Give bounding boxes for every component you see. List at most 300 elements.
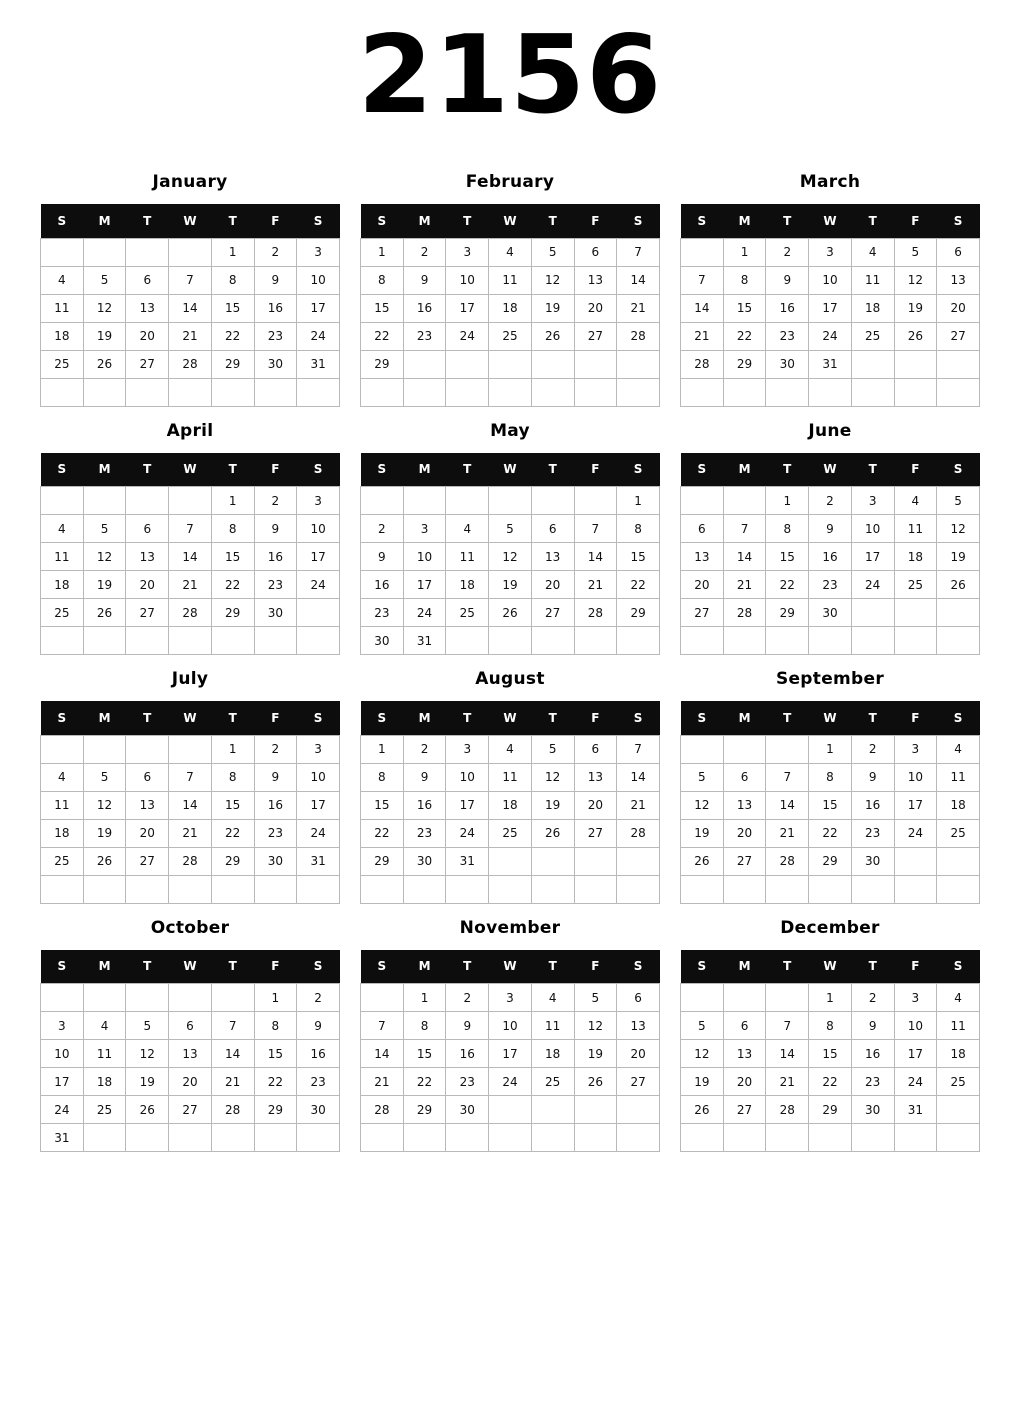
day-cell[interactable]: 9 xyxy=(766,266,809,294)
day-cell[interactable]: 24 xyxy=(403,599,446,627)
day-cell[interactable]: 30 xyxy=(254,599,297,627)
day-cell[interactable]: 13 xyxy=(531,543,574,571)
day-cell[interactable]: 14 xyxy=(169,294,212,322)
day-cell[interactable]: 8 xyxy=(211,266,254,294)
day-cell[interactable]: 3 xyxy=(403,515,446,543)
day-cell[interactable]: 17 xyxy=(809,294,852,322)
day-cell[interactable]: 5 xyxy=(937,487,980,515)
day-cell[interactable]: 11 xyxy=(41,543,84,571)
day-cell[interactable]: 12 xyxy=(83,294,126,322)
day-cell[interactable]: 28 xyxy=(361,1096,404,1124)
day-cell[interactable]: 27 xyxy=(169,1096,212,1124)
day-cell[interactable]: 17 xyxy=(41,1068,84,1096)
day-cell[interactable]: 15 xyxy=(809,1040,852,1068)
day-cell[interactable]: 17 xyxy=(894,1040,937,1068)
day-cell[interactable]: 18 xyxy=(41,819,84,847)
day-cell[interactable]: 26 xyxy=(574,1068,617,1096)
day-cell[interactable]: 5 xyxy=(531,735,574,763)
day-cell[interactable]: 22 xyxy=(766,571,809,599)
day-cell[interactable]: 8 xyxy=(361,266,404,294)
day-cell[interactable]: 12 xyxy=(937,515,980,543)
day-cell[interactable]: 19 xyxy=(681,819,724,847)
day-cell[interactable]: 20 xyxy=(617,1040,660,1068)
day-cell[interactable]: 14 xyxy=(766,791,809,819)
day-cell[interactable]: 9 xyxy=(446,1012,489,1040)
day-cell[interactable]: 4 xyxy=(83,1012,126,1040)
day-cell[interactable]: 10 xyxy=(297,763,340,791)
day-cell[interactable]: 22 xyxy=(361,322,404,350)
day-cell[interactable]: 1 xyxy=(617,487,660,515)
day-cell[interactable]: 16 xyxy=(254,543,297,571)
day-cell[interactable]: 17 xyxy=(489,1040,532,1068)
day-cell[interactable]: 22 xyxy=(211,571,254,599)
day-cell[interactable]: 19 xyxy=(531,294,574,322)
day-cell[interactable]: 24 xyxy=(809,322,852,350)
day-cell[interactable]: 27 xyxy=(723,1096,766,1124)
day-cell[interactable]: 9 xyxy=(809,515,852,543)
day-cell[interactable]: 18 xyxy=(446,571,489,599)
day-cell[interactable]: 12 xyxy=(531,763,574,791)
day-cell[interactable]: 26 xyxy=(531,819,574,847)
day-cell[interactable]: 6 xyxy=(723,1012,766,1040)
day-cell[interactable]: 16 xyxy=(446,1040,489,1068)
day-cell[interactable]: 19 xyxy=(894,294,937,322)
day-cell[interactable]: 7 xyxy=(211,1012,254,1040)
day-cell[interactable]: 1 xyxy=(211,238,254,266)
day-cell[interactable]: 2 xyxy=(403,238,446,266)
day-cell[interactable]: 18 xyxy=(531,1040,574,1068)
day-cell[interactable]: 7 xyxy=(574,515,617,543)
day-cell[interactable]: 8 xyxy=(766,515,809,543)
day-cell[interactable]: 2 xyxy=(403,735,446,763)
day-cell[interactable]: 26 xyxy=(681,1096,724,1124)
day-cell[interactable]: 31 xyxy=(894,1096,937,1124)
day-cell[interactable]: 22 xyxy=(211,322,254,350)
day-cell[interactable]: 22 xyxy=(617,571,660,599)
day-cell[interactable]: 17 xyxy=(403,571,446,599)
day-cell[interactable]: 6 xyxy=(617,984,660,1012)
day-cell[interactable]: 19 xyxy=(83,322,126,350)
day-cell[interactable]: 11 xyxy=(41,791,84,819)
day-cell[interactable]: 11 xyxy=(937,1012,980,1040)
day-cell[interactable]: 23 xyxy=(403,322,446,350)
day-cell[interactable]: 6 xyxy=(681,515,724,543)
day-cell[interactable]: 27 xyxy=(681,599,724,627)
day-cell[interactable]: 4 xyxy=(489,735,532,763)
day-cell[interactable]: 26 xyxy=(681,847,724,875)
day-cell[interactable]: 1 xyxy=(361,238,404,266)
day-cell[interactable]: 18 xyxy=(83,1068,126,1096)
day-cell[interactable]: 17 xyxy=(297,294,340,322)
day-cell[interactable]: 1 xyxy=(211,735,254,763)
day-cell[interactable]: 8 xyxy=(403,1012,446,1040)
day-cell[interactable]: 4 xyxy=(531,984,574,1012)
day-cell[interactable]: 6 xyxy=(574,735,617,763)
day-cell[interactable]: 13 xyxy=(723,1040,766,1068)
day-cell[interactable]: 19 xyxy=(574,1040,617,1068)
day-cell[interactable]: 9 xyxy=(254,515,297,543)
day-cell[interactable]: 27 xyxy=(723,847,766,875)
day-cell[interactable]: 15 xyxy=(617,543,660,571)
day-cell[interactable]: 30 xyxy=(254,350,297,378)
day-cell[interactable]: 2 xyxy=(361,515,404,543)
day-cell[interactable]: 18 xyxy=(937,1040,980,1068)
day-cell[interactable]: 11 xyxy=(83,1040,126,1068)
day-cell[interactable]: 12 xyxy=(489,543,532,571)
day-cell[interactable]: 29 xyxy=(211,350,254,378)
day-cell[interactable]: 14 xyxy=(681,294,724,322)
day-cell[interactable]: 16 xyxy=(403,791,446,819)
day-cell[interactable]: 19 xyxy=(681,1068,724,1096)
day-cell[interactable]: 22 xyxy=(254,1068,297,1096)
day-cell[interactable]: 4 xyxy=(851,238,894,266)
day-cell[interactable]: 21 xyxy=(169,322,212,350)
day-cell[interactable]: 7 xyxy=(766,1012,809,1040)
day-cell[interactable]: 18 xyxy=(41,322,84,350)
day-cell[interactable]: 4 xyxy=(446,515,489,543)
day-cell[interactable]: 23 xyxy=(403,819,446,847)
day-cell[interactable]: 1 xyxy=(361,735,404,763)
day-cell[interactable]: 31 xyxy=(403,627,446,655)
day-cell[interactable]: 23 xyxy=(297,1068,340,1096)
day-cell[interactable]: 17 xyxy=(851,543,894,571)
day-cell[interactable]: 23 xyxy=(254,819,297,847)
day-cell[interactable]: 16 xyxy=(361,571,404,599)
day-cell[interactable]: 3 xyxy=(297,238,340,266)
day-cell[interactable]: 12 xyxy=(83,543,126,571)
day-cell[interactable]: 9 xyxy=(361,543,404,571)
day-cell[interactable]: 23 xyxy=(446,1068,489,1096)
day-cell[interactable]: 31 xyxy=(809,350,852,378)
day-cell[interactable]: 10 xyxy=(809,266,852,294)
day-cell[interactable]: 6 xyxy=(126,763,169,791)
day-cell[interactable]: 26 xyxy=(83,350,126,378)
day-cell[interactable]: 15 xyxy=(211,791,254,819)
day-cell[interactable]: 18 xyxy=(489,791,532,819)
day-cell[interactable]: 23 xyxy=(254,322,297,350)
day-cell[interactable]: 7 xyxy=(169,763,212,791)
day-cell[interactable]: 22 xyxy=(809,1068,852,1096)
day-cell[interactable]: 20 xyxy=(126,322,169,350)
day-cell[interactable]: 2 xyxy=(254,487,297,515)
day-cell[interactable]: 11 xyxy=(41,294,84,322)
day-cell[interactable]: 15 xyxy=(254,1040,297,1068)
day-cell[interactable]: 13 xyxy=(169,1040,212,1068)
day-cell[interactable]: 2 xyxy=(446,984,489,1012)
day-cell[interactable]: 26 xyxy=(894,322,937,350)
day-cell[interactable]: 4 xyxy=(41,763,84,791)
day-cell[interactable]: 28 xyxy=(617,322,660,350)
day-cell[interactable]: 16 xyxy=(809,543,852,571)
day-cell[interactable]: 14 xyxy=(723,543,766,571)
day-cell[interactable]: 13 xyxy=(937,266,980,294)
day-cell[interactable]: 28 xyxy=(211,1096,254,1124)
day-cell[interactable]: 10 xyxy=(403,543,446,571)
day-cell[interactable]: 2 xyxy=(254,735,297,763)
day-cell[interactable]: 20 xyxy=(574,791,617,819)
day-cell[interactable]: 20 xyxy=(531,571,574,599)
day-cell[interactable]: 23 xyxy=(851,819,894,847)
day-cell[interactable]: 25 xyxy=(83,1096,126,1124)
day-cell[interactable]: 24 xyxy=(894,1068,937,1096)
day-cell[interactable]: 20 xyxy=(937,294,980,322)
day-cell[interactable]: 1 xyxy=(766,487,809,515)
day-cell[interactable]: 6 xyxy=(126,266,169,294)
day-cell[interactable]: 7 xyxy=(766,763,809,791)
day-cell[interactable]: 18 xyxy=(894,543,937,571)
day-cell[interactable]: 17 xyxy=(446,791,489,819)
day-cell[interactable]: 24 xyxy=(297,819,340,847)
day-cell[interactable]: 22 xyxy=(723,322,766,350)
day-cell[interactable]: 23 xyxy=(254,571,297,599)
day-cell[interactable]: 19 xyxy=(83,819,126,847)
day-cell[interactable]: 6 xyxy=(723,763,766,791)
day-cell[interactable]: 8 xyxy=(809,763,852,791)
day-cell[interactable]: 7 xyxy=(617,735,660,763)
day-cell[interactable]: 1 xyxy=(403,984,446,1012)
day-cell[interactable]: 10 xyxy=(851,515,894,543)
day-cell[interactable]: 21 xyxy=(169,819,212,847)
day-cell[interactable]: 30 xyxy=(851,1096,894,1124)
day-cell[interactable]: 1 xyxy=(809,735,852,763)
day-cell[interactable]: 12 xyxy=(574,1012,617,1040)
day-cell[interactable]: 21 xyxy=(361,1068,404,1096)
day-cell[interactable]: 16 xyxy=(403,294,446,322)
day-cell[interactable]: 4 xyxy=(41,266,84,294)
day-cell[interactable]: 5 xyxy=(681,763,724,791)
day-cell[interactable]: 30 xyxy=(254,847,297,875)
day-cell[interactable]: 16 xyxy=(297,1040,340,1068)
day-cell[interactable]: 9 xyxy=(403,763,446,791)
day-cell[interactable]: 28 xyxy=(723,599,766,627)
day-cell[interactable]: 3 xyxy=(489,984,532,1012)
day-cell[interactable]: 7 xyxy=(169,515,212,543)
day-cell[interactable]: 21 xyxy=(169,571,212,599)
day-cell[interactable]: 5 xyxy=(489,515,532,543)
day-cell[interactable]: 3 xyxy=(851,487,894,515)
day-cell[interactable]: 18 xyxy=(41,571,84,599)
day-cell[interactable]: 18 xyxy=(851,294,894,322)
day-cell[interactable]: 5 xyxy=(681,1012,724,1040)
day-cell[interactable]: 13 xyxy=(126,543,169,571)
day-cell[interactable]: 10 xyxy=(446,763,489,791)
day-cell[interactable]: 28 xyxy=(766,847,809,875)
day-cell[interactable]: 12 xyxy=(126,1040,169,1068)
day-cell[interactable]: 10 xyxy=(297,515,340,543)
day-cell[interactable]: 31 xyxy=(297,350,340,378)
day-cell[interactable]: 30 xyxy=(403,847,446,875)
day-cell[interactable]: 4 xyxy=(41,515,84,543)
day-cell[interactable]: 30 xyxy=(809,599,852,627)
day-cell[interactable]: 14 xyxy=(361,1040,404,1068)
day-cell[interactable]: 31 xyxy=(446,847,489,875)
day-cell[interactable]: 13 xyxy=(681,543,724,571)
day-cell[interactable]: 29 xyxy=(361,350,404,378)
day-cell[interactable]: 20 xyxy=(169,1068,212,1096)
day-cell[interactable]: 25 xyxy=(489,819,532,847)
day-cell[interactable]: 11 xyxy=(489,266,532,294)
day-cell[interactable]: 4 xyxy=(489,238,532,266)
day-cell[interactable]: 8 xyxy=(254,1012,297,1040)
day-cell[interactable]: 3 xyxy=(41,1012,84,1040)
day-cell[interactable]: 24 xyxy=(297,322,340,350)
day-cell[interactable]: 9 xyxy=(851,1012,894,1040)
day-cell[interactable]: 2 xyxy=(809,487,852,515)
day-cell[interactable]: 21 xyxy=(617,294,660,322)
day-cell[interactable]: 27 xyxy=(574,819,617,847)
day-cell[interactable]: 15 xyxy=(403,1040,446,1068)
day-cell[interactable]: 16 xyxy=(851,791,894,819)
day-cell[interactable]: 7 xyxy=(617,238,660,266)
day-cell[interactable]: 22 xyxy=(809,819,852,847)
day-cell[interactable]: 19 xyxy=(937,543,980,571)
day-cell[interactable]: 7 xyxy=(169,266,212,294)
day-cell[interactable]: 5 xyxy=(83,266,126,294)
day-cell[interactable]: 11 xyxy=(851,266,894,294)
day-cell[interactable]: 2 xyxy=(851,984,894,1012)
day-cell[interactable]: 25 xyxy=(489,322,532,350)
day-cell[interactable]: 22 xyxy=(403,1068,446,1096)
day-cell[interactable]: 29 xyxy=(809,1096,852,1124)
day-cell[interactable]: 24 xyxy=(851,571,894,599)
day-cell[interactable]: 12 xyxy=(83,791,126,819)
day-cell[interactable]: 8 xyxy=(617,515,660,543)
day-cell[interactable]: 29 xyxy=(723,350,766,378)
day-cell[interactable]: 20 xyxy=(126,571,169,599)
day-cell[interactable]: 26 xyxy=(531,322,574,350)
day-cell[interactable]: 21 xyxy=(723,571,766,599)
day-cell[interactable]: 10 xyxy=(894,763,937,791)
day-cell[interactable]: 12 xyxy=(531,266,574,294)
day-cell[interactable]: 28 xyxy=(169,350,212,378)
day-cell[interactable]: 21 xyxy=(617,791,660,819)
day-cell[interactable]: 1 xyxy=(254,984,297,1012)
day-cell[interactable]: 5 xyxy=(894,238,937,266)
day-cell[interactable]: 4 xyxy=(937,735,980,763)
day-cell[interactable]: 27 xyxy=(126,350,169,378)
day-cell[interactable]: 20 xyxy=(574,294,617,322)
day-cell[interactable]: 9 xyxy=(851,763,894,791)
day-cell[interactable]: 15 xyxy=(211,294,254,322)
day-cell[interactable]: 15 xyxy=(723,294,766,322)
day-cell[interactable]: 10 xyxy=(297,266,340,294)
day-cell[interactable]: 10 xyxy=(446,266,489,294)
day-cell[interactable]: 15 xyxy=(361,791,404,819)
day-cell[interactable]: 24 xyxy=(297,571,340,599)
day-cell[interactable]: 21 xyxy=(766,1068,809,1096)
day-cell[interactable]: 5 xyxy=(531,238,574,266)
day-cell[interactable]: 9 xyxy=(403,266,446,294)
day-cell[interactable]: 20 xyxy=(126,819,169,847)
day-cell[interactable]: 11 xyxy=(531,1012,574,1040)
day-cell[interactable]: 10 xyxy=(489,1012,532,1040)
day-cell[interactable]: 1 xyxy=(211,487,254,515)
day-cell[interactable]: 4 xyxy=(894,487,937,515)
day-cell[interactable]: 24 xyxy=(41,1096,84,1124)
day-cell[interactable]: 14 xyxy=(617,763,660,791)
day-cell[interactable]: 17 xyxy=(297,791,340,819)
day-cell[interactable]: 19 xyxy=(126,1068,169,1096)
day-cell[interactable]: 17 xyxy=(894,791,937,819)
day-cell[interactable]: 25 xyxy=(937,1068,980,1096)
day-cell[interactable]: 8 xyxy=(211,515,254,543)
day-cell[interactable]: 27 xyxy=(937,322,980,350)
day-cell[interactable]: 25 xyxy=(851,322,894,350)
day-cell[interactable]: 6 xyxy=(169,1012,212,1040)
day-cell[interactable]: 9 xyxy=(297,1012,340,1040)
day-cell[interactable]: 10 xyxy=(894,1012,937,1040)
day-cell[interactable]: 27 xyxy=(617,1068,660,1096)
day-cell[interactable]: 26 xyxy=(83,847,126,875)
day-cell[interactable]: 29 xyxy=(211,847,254,875)
day-cell[interactable]: 24 xyxy=(894,819,937,847)
day-cell[interactable]: 13 xyxy=(126,791,169,819)
day-cell[interactable]: 6 xyxy=(937,238,980,266)
day-cell[interactable]: 3 xyxy=(446,238,489,266)
day-cell[interactable]: 26 xyxy=(126,1096,169,1124)
day-cell[interactable]: 31 xyxy=(297,847,340,875)
day-cell[interactable]: 13 xyxy=(574,763,617,791)
day-cell[interactable]: 17 xyxy=(297,543,340,571)
day-cell[interactable]: 20 xyxy=(681,571,724,599)
day-cell[interactable]: 29 xyxy=(809,847,852,875)
day-cell[interactable]: 11 xyxy=(937,763,980,791)
day-cell[interactable]: 19 xyxy=(531,791,574,819)
day-cell[interactable]: 3 xyxy=(297,735,340,763)
day-cell[interactable]: 24 xyxy=(446,819,489,847)
day-cell[interactable]: 20 xyxy=(723,819,766,847)
day-cell[interactable]: 4 xyxy=(937,984,980,1012)
day-cell[interactable]: 10 xyxy=(41,1040,84,1068)
day-cell[interactable]: 12 xyxy=(681,791,724,819)
day-cell[interactable]: 13 xyxy=(617,1012,660,1040)
day-cell[interactable]: 6 xyxy=(126,515,169,543)
day-cell[interactable]: 8 xyxy=(723,266,766,294)
day-cell[interactable]: 24 xyxy=(446,322,489,350)
day-cell[interactable]: 6 xyxy=(574,238,617,266)
day-cell[interactable]: 16 xyxy=(254,294,297,322)
day-cell[interactable]: 22 xyxy=(211,819,254,847)
day-cell[interactable]: 23 xyxy=(766,322,809,350)
day-cell[interactable]: 28 xyxy=(766,1096,809,1124)
day-cell[interactable]: 26 xyxy=(83,599,126,627)
day-cell[interactable]: 19 xyxy=(83,571,126,599)
day-cell[interactable]: 7 xyxy=(361,1012,404,1040)
day-cell[interactable]: 15 xyxy=(211,543,254,571)
day-cell[interactable]: 1 xyxy=(809,984,852,1012)
day-cell[interactable]: 31 xyxy=(41,1124,84,1152)
day-cell[interactable]: 28 xyxy=(681,350,724,378)
day-cell[interactable]: 26 xyxy=(937,571,980,599)
day-cell[interactable]: 25 xyxy=(41,847,84,875)
day-cell[interactable]: 3 xyxy=(446,735,489,763)
day-cell[interactable]: 5 xyxy=(83,515,126,543)
day-cell[interactable]: 15 xyxy=(766,543,809,571)
day-cell[interactable]: 3 xyxy=(297,487,340,515)
day-cell[interactable]: 18 xyxy=(489,294,532,322)
day-cell[interactable]: 5 xyxy=(83,763,126,791)
day-cell[interactable]: 29 xyxy=(254,1096,297,1124)
day-cell[interactable]: 21 xyxy=(211,1068,254,1096)
day-cell[interactable]: 28 xyxy=(169,599,212,627)
day-cell[interactable]: 14 xyxy=(617,266,660,294)
day-cell[interactable]: 3 xyxy=(809,238,852,266)
day-cell[interactable]: 5 xyxy=(574,984,617,1012)
day-cell[interactable]: 29 xyxy=(361,847,404,875)
day-cell[interactable]: 2 xyxy=(297,984,340,1012)
day-cell[interactable]: 13 xyxy=(574,266,617,294)
day-cell[interactable]: 27 xyxy=(126,599,169,627)
